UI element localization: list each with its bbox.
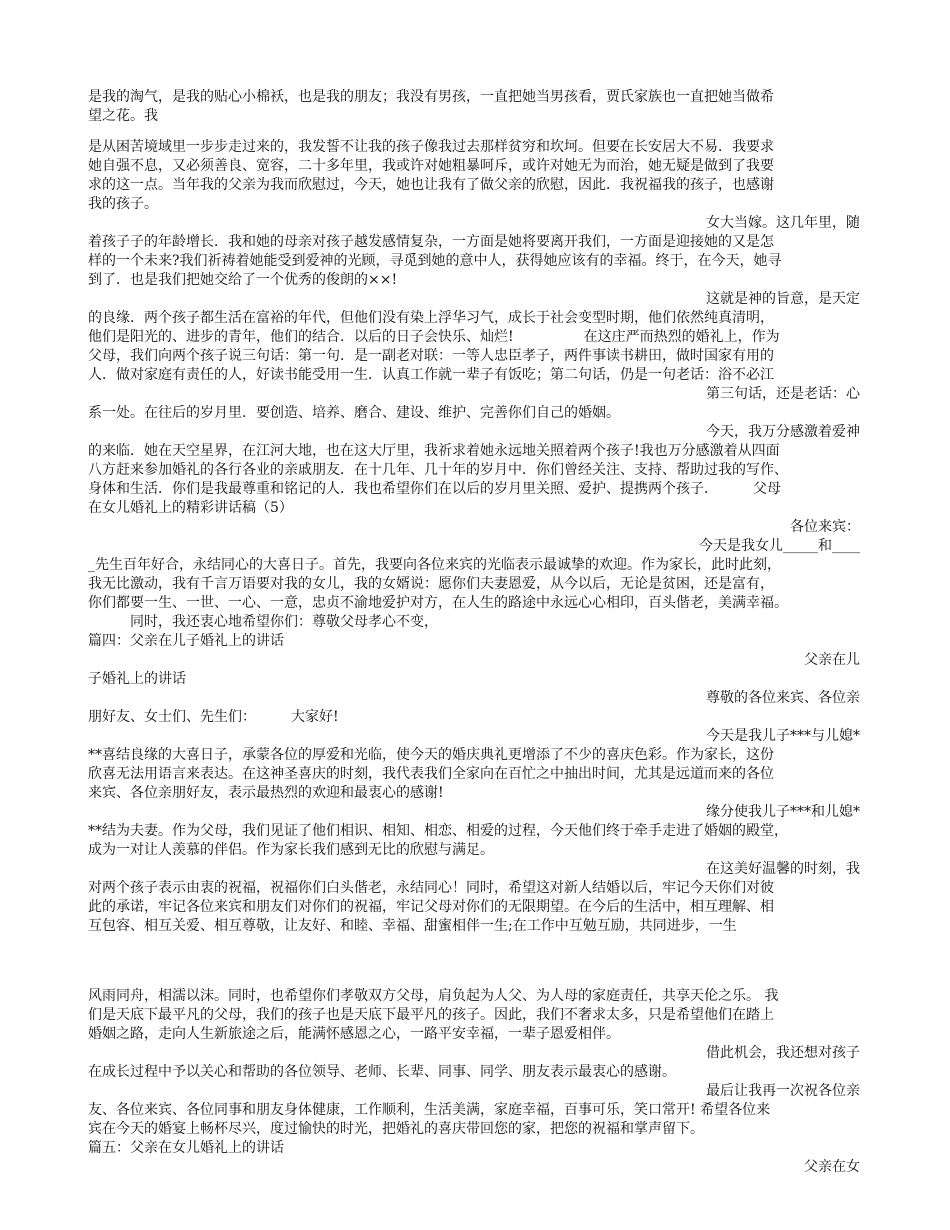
text-block-2 <box>88 138 860 936</box>
text-line: 风雨同舟，相濡以沫。同时，也希望你们孝敬双方父母，肩负起为人父、为人母的家庭责任，共享天伦之乐。 我 <box>88 988 779 1004</box>
text-line: 篇四：父亲在儿子婚礼上的讲话 <box>88 633 284 649</box>
text-line: 宾在今天的婚宴上畅杯尽兴，度过愉快的时光，把婚礼的喜庆带回您的家，把您的祝福和掌声留下。 <box>88 1121 704 1137</box>
text-line: 今天，我万分感激着爱神 <box>706 424 860 440</box>
text-line: 婚姻之路，走向人生新旅途之后，能满怀感恩之心，一路平安幸福，一辈子恩爱相伴。 <box>88 1026 620 1042</box>
text-line: 着孩子子的年龄增长．我和她的母亲对孩子越发感情复杂，一方面是她将要离开我们，一方面是迎接她的又是怎 <box>88 234 774 250</box>
text-line: **喜结良缘的大喜日子，承蒙各位的厚爱和光临，使今天的婚庆典礼更增添了不少的喜庆色彩。作为家长，这份 <box>88 747 774 763</box>
text-line: 系一处。在往后的岁月里．要创造、培养、磨合、建设、维护、完善你们自己的婚姻。 <box>88 405 620 421</box>
text-line: 身体和生活．你们是我最尊重和铭记的人．我也希望你们在以后的岁月里关照、爱护、提携两个孩子． 父母 <box>88 481 781 497</box>
text-line: 是我的淘气，是我的贴心小棉袄，也是我的朋友；我没有男孩，一直把她当男孩看，贾氏家族也一直把她当做希 <box>88 89 774 105</box>
text-line: 的来临．她在天空星界，在江河大地，也在这大厅里，我祈求着她永远地关照着两个孩子!我也万分感激着从四面 <box>88 443 780 459</box>
text-line: 今天是我儿子***与儿媳* <box>706 728 860 744</box>
text-line: 你们都要一生、一世、一心、一意，忠贞不渝地爱护对方，在人生的路途中永远心心相印，百头偕老，美满幸福。 <box>88 595 788 611</box>
text-line: 对两个孩子表示由衷的祝福，祝福你们白头偕老，永结同心！同时，希望这对新人结婚以后，牢记今天你们对彼 <box>88 880 774 896</box>
text-line: 来宾、各位亲朋好友，表示最热烈的欢迎和最衷心的感谢! <box>88 785 444 801</box>
text-line: 朋好友、女士们、先生们： 大家好! <box>88 709 339 725</box>
text-line: 他们是阳光的、进步的青年，他们的结合．以后的日子会快乐、灿烂! 在这庄严而热烈的婚礼上，作为 <box>88 329 780 345</box>
text-line: 同时，我还衷心地希望你们：尊敬父母孝心不变， <box>88 614 438 630</box>
text-line: 今天是我女儿_____和____ <box>699 538 860 554</box>
text-line: 父亲在女 <box>804 1159 860 1175</box>
text-line: 的良缘．两个孩子都生活在富裕的年代，但他们没有染上浮华习气，成长于社会变型时期，他们依然纯真清明， <box>88 310 774 326</box>
text-line: 样的一个未来?我们祈祷着她能受到爱神的光顾，寻觅到她的意中人，获得她应该有的幸福。终于，在今天，她寻 <box>88 253 782 269</box>
text-line: 这就是神的旨意，是天定 <box>706 291 860 307</box>
text-line: 父亲在儿 <box>804 652 860 668</box>
text-line: 各位来宾： <box>790 519 860 535</box>
text-block-3 <box>88 987 860 1177</box>
text-line: 缘分使我儿子***和儿媳* <box>706 804 860 820</box>
text-line: 在这美好温馨的时刻，我 <box>706 861 860 877</box>
text-line: 女大当嫁。这几年里，随 <box>706 215 860 231</box>
text-line: 八方赶来参加婚礼的各行各业的亲戚朋友．在十几年、几十年的岁月中．你们曾经关注、支持、帮助过我的写作、 <box>88 462 788 478</box>
text-line: 望之花。我 <box>88 108 158 124</box>
text-line: 人．做对家庭有责任的人，好读书能受用一生．认真工作就一辈子有饭吃；第二句话，仍是一句老话：浴不必江 <box>88 367 774 383</box>
text-line: 借此机会，我还想对孩子 <box>706 1045 860 1061</box>
text-line: 在成长过程中予以关心和帮助的各位领导、老师、长辈、同事、同学、朋友表示最衷心的感谢。 <box>88 1064 676 1080</box>
text-line: 篇五：父亲在女儿婚礼上的讲话 <box>88 1140 284 1156</box>
text-line: 子婚礼上的讲话 <box>88 671 186 687</box>
text-line: 欣喜无法用语言来表达。在这神圣喜庆的时刻，我代表我们全家向在百忙之中抽出时间，尤其是远道而来的各位 <box>88 766 774 782</box>
text-line: 此的承诺，牢记各位来宾和朋友们对你们的祝福，牢记父母对你们的无限期望。在今后的生活中，相互理解、相 <box>88 899 774 915</box>
text-line: 成为一对让人羡慕的伴侣。作为家长我们感到无比的欣慰与满足。 <box>88 842 494 858</box>
text-line: 求的这一点。当年我的父亲为我而欣慰过，今天，她也让我有了做父亲的欣慰，因此．我祝福我的孩子，也感谢 <box>88 177 774 193</box>
text-line: 在女儿婚礼上的精彩讲话稿（5） <box>88 500 293 516</box>
text-line: 最后让我再一次祝各位亲 <box>706 1083 860 1099</box>
text-line: 第三句话，还是老话：心 <box>706 386 860 402</box>
text-line: 到了．也是我们把她交给了一个优秀的俊朗的××! <box>88 272 398 288</box>
text-line: 尊敬的各位来宾、各位亲 <box>706 690 860 706</box>
text-block-1 <box>88 88 860 126</box>
text-line: _先生百年好合，永结同心的大喜日子。首先，我要向各位来宾的光临表示最诚挚的欢迎。作为家长，此时此刻， <box>88 557 781 573</box>
text-line: 我无比激动，我有千言万语要对我的女儿，我的女婿说：愿你们夫妻恩爱，从今以后，无论是贫困，还是富有， <box>88 576 774 592</box>
text-line: 友、各位来宾、各位同事和朋友身体健康，工作顺利，生活美满，家庭幸福，百事可乐，笑口常开! 希望各位来 <box>88 1102 771 1118</box>
text-line: 她自强不息，又必须善良、宽容，二十多年里，我或许对她粗暴呵斥，或许对她无为而治，她无疑是做到了我要 <box>88 158 774 174</box>
text-line: **结为夫妻。作为父母，我们见证了他们相识、相知、相恋、相爱的过程，今天他们终于牵手走进了婚姻的殿堂， <box>88 823 788 839</box>
text-line: 是从困苦境域里一步步走过来的，我发誓不让我的孩子像我过去那样贫穷和坎坷。但要在长安居大不易．我要求 <box>88 139 774 155</box>
text-line: 们是天底下最平凡的父母，我们的孩子也是天底下最平凡的孩子。因此，我们不奢求太多，只是希望他们在踏上 <box>88 1007 774 1023</box>
text-line: 我的孩子。 <box>88 196 158 212</box>
text-line: 父母，我们向两个孩子说三句话：第一句．是一副老对联：一等人忠臣孝子，两件事读书耕田，做时国家有用的 <box>88 348 774 364</box>
text-line: 互包容、相互关爱、相互尊敬，让友好、和睦、幸福、甜蜜相伴一生;在工作中互勉互励，共同进步，一生 <box>88 918 737 934</box>
